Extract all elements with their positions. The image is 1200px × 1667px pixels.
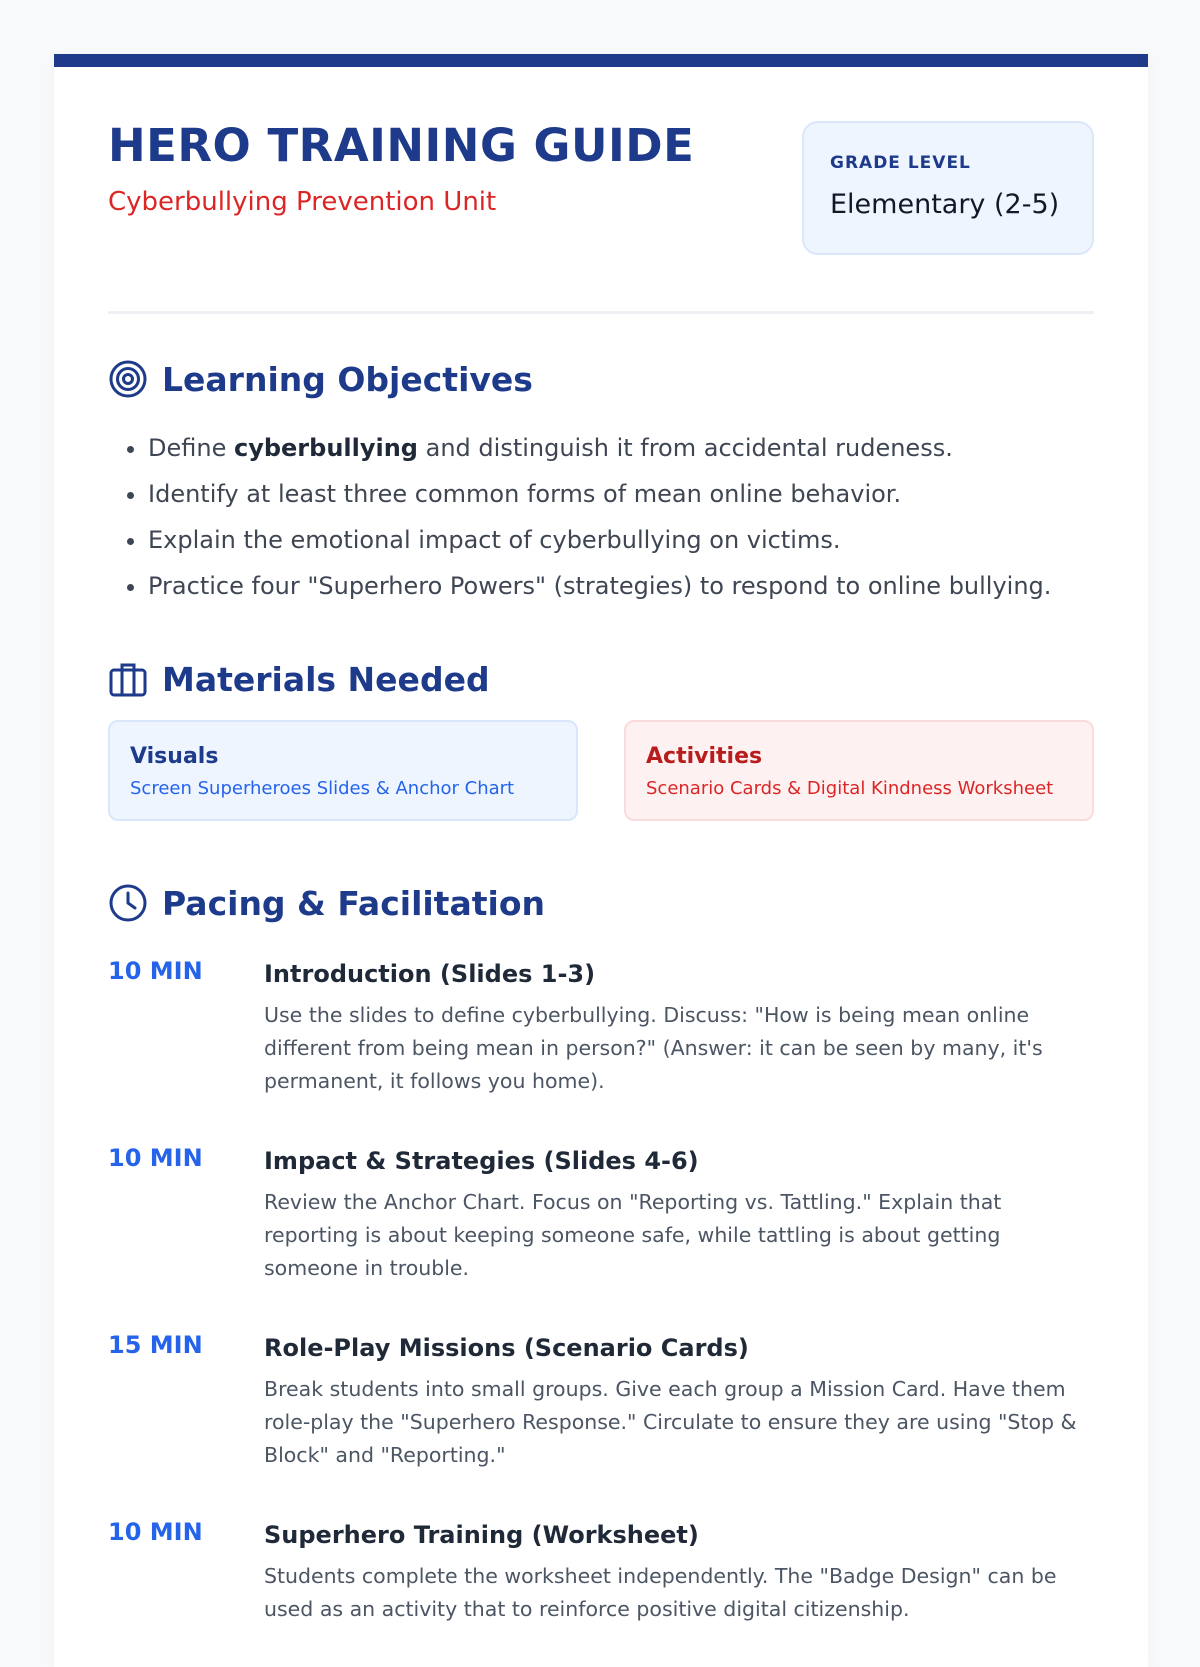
visuals-label: Visuals [130, 744, 219, 769]
objective-item: • Explain the emotional impact of cyberbullying on victims. [148, 517, 1094, 563]
pacing-item-title: Introduction (Slides 1-3) [264, 960, 596, 988]
pacing-time: 10 MIN [108, 1518, 203, 1546]
objective-item: • Define cyberbullying and distinguish it from accidental rudeness. [148, 425, 1094, 471]
pacing-item-description: Review the Anchor Chart. Focus on "Reporting vs. Tattling." Explain that reporting is about keeping someone safe, while tattling is about getting someone in trouble. [264, 1190, 1002, 1280]
pacing-item-description: Use the slides to define cyberbullying. Discuss: "How is being mean online different from being mean in person?" (Answer: it can be seen by many, it's permanent, it follows you home). [264, 1003, 1043, 1093]
guide-header [108, 67, 1094, 314]
target-icon [108, 359, 148, 399]
pacing-item-title: Superhero Training (Worksheet) [264, 1521, 699, 1549]
pacing-item-description: Break students into small groups. Give each group a Mission Card. Have them role-play the "Superhero Response." Circulate to ensure they are using "Stop & Block" and "Reporting." [264, 1377, 1077, 1467]
pacing-item-description: Students complete the worksheet independently. The "Badge Design" can be used as an activity that to reinforce positive digital citizenship. [264, 1564, 1057, 1621]
page-subtitle: Cyberbullying Prevention Unit [108, 187, 497, 217]
visuals-card [108, 720, 578, 821]
visuals-text: Screen Superheroes Slides & Anchor Chart [130, 778, 515, 799]
objective-item: • Identify at least three common forms of mean online behavior. [148, 471, 1094, 517]
grade-level-badge [802, 121, 1094, 255]
page-title: HERO TRAINING GUIDE [108, 119, 695, 172]
activities-text: Scenario Cards & Digital Kindness Worksheet [646, 778, 1054, 799]
lesson-card [54, 54, 1148, 1667]
pacing-heading [108, 883, 545, 923]
materials-heading [108, 659, 490, 699]
objectives-list [108, 425, 1094, 609]
grade-level-label: GRADE LEVEL [830, 153, 971, 173]
pacing-item-title: Role-Play Missions (Scenario Cards) [264, 1334, 749, 1362]
objectives-heading [108, 359, 533, 399]
activities-card [624, 720, 1094, 821]
briefcase-icon [108, 659, 148, 699]
pacing-item-title: Impact & Strategies (Slides 4-6) [264, 1147, 699, 1175]
pacing-time: 15 MIN [108, 1331, 203, 1359]
pacing-time: 10 MIN [108, 957, 203, 985]
activities-label: Activities [646, 744, 763, 769]
materials-title: Materials Needed [162, 659, 490, 699]
grade-level-value: Elementary (2-5) [830, 189, 1060, 220]
clock-icon [108, 883, 148, 923]
objective-keyword: cyberbullying [233, 434, 418, 462]
pacing-title: Pacing & Facilitation [162, 883, 545, 923]
objective-item: • Practice four "Superhero Powers" (strategies) to respond to online bullying. [148, 563, 1094, 609]
pacing-time: 10 MIN [108, 1144, 203, 1172]
lesson-content [108, 67, 1094, 1621]
objectives-title: Learning Objectives [162, 359, 533, 399]
